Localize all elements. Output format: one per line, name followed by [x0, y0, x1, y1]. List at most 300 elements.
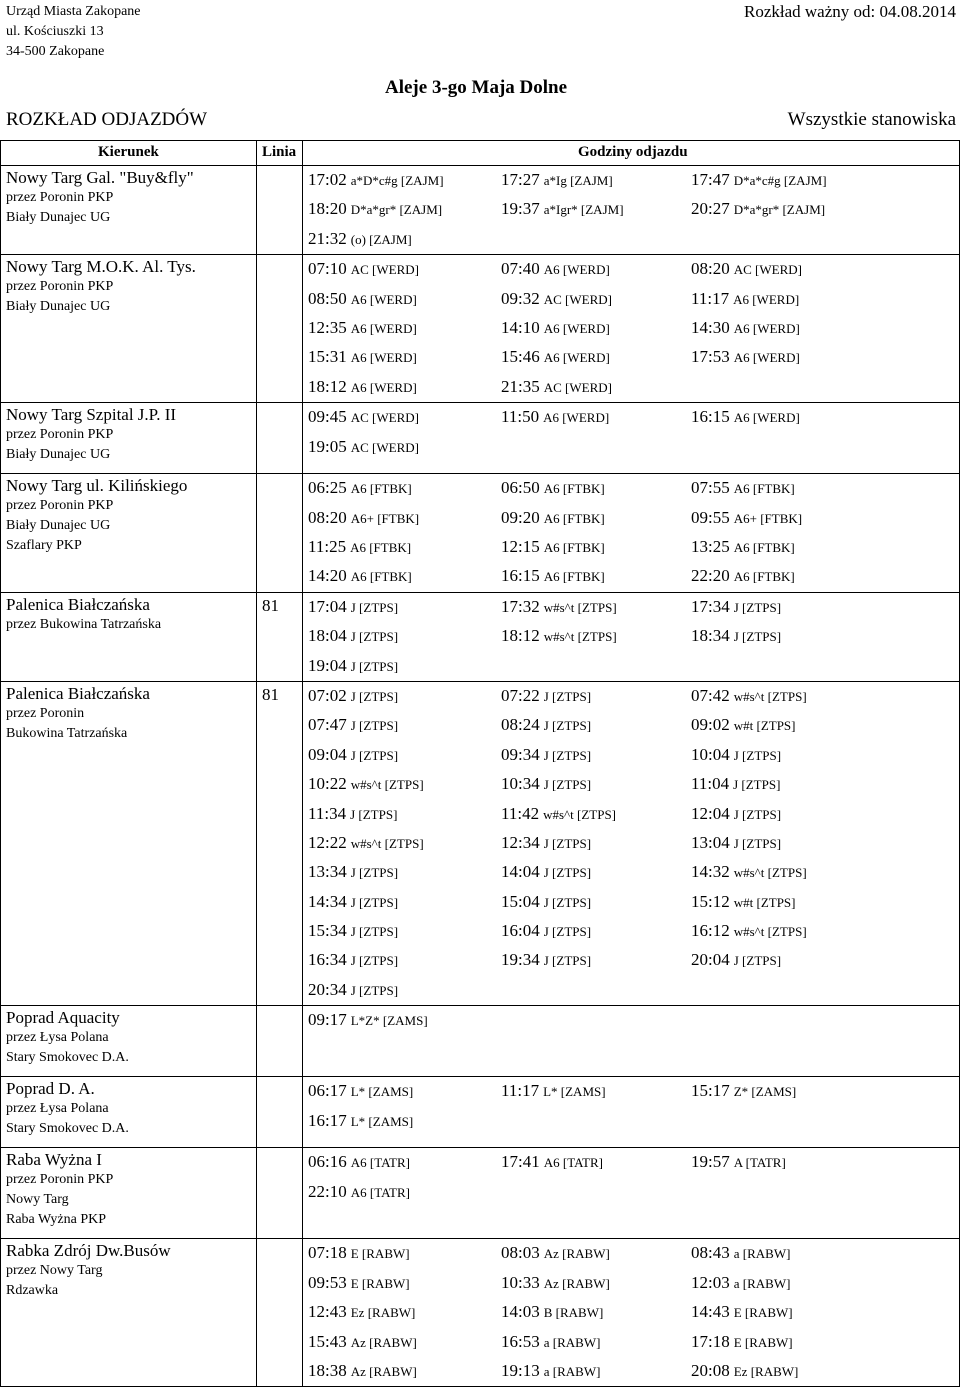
departure-code: AC [WERD] [350, 439, 419, 455]
route-row [0, 474, 960, 593]
departure-code: Az [RABW] [350, 1334, 417, 1350]
via-stop: Biały Dunajec UG [6, 299, 111, 315]
departure-entry [691, 259, 802, 279]
departure-time: 07:40 [501, 259, 540, 279]
departure-row [308, 1077, 958, 1106]
departure-entry [691, 921, 807, 941]
valid-from: Rozkład ważny od: 04.08.2014 [744, 2, 956, 21]
departure-code: A6 [FTBK] [543, 481, 605, 497]
departure-entry [691, 508, 802, 528]
via-stop: Bukowina Tatrzańska [6, 725, 128, 741]
departure-entry [691, 1152, 786, 1172]
via-stop: przez Łysa Polana [6, 1101, 109, 1117]
line-number: 81 [262, 595, 279, 615]
via-stop: przez Poronin PKP [6, 279, 114, 295]
departure-time: 11:25 [308, 536, 347, 556]
departure-entry [691, 950, 781, 970]
departure-times [308, 1239, 958, 1386]
departure-entry [691, 289, 799, 309]
departure-code: J [ZTPS] [350, 747, 399, 763]
departure-row [308, 741, 958, 770]
departure-row [308, 474, 958, 503]
departure-entry [308, 318, 417, 338]
departure-times [308, 255, 958, 402]
departure-code: J [ZTPS] [350, 894, 399, 910]
departure-code: A6 [FTBK] [350, 539, 412, 555]
departure-times [308, 166, 958, 254]
departure-entry [308, 259, 419, 279]
departure-row [308, 976, 958, 1005]
departure-time: 18:38 [308, 1360, 347, 1380]
departure-time: 16:17 [308, 1110, 347, 1130]
departure-time: 13:04 [691, 832, 730, 852]
departure-entry [308, 774, 424, 794]
departure-code: A6 [WERD] [543, 320, 610, 336]
departure-entry [308, 1081, 413, 1101]
departure-entry [308, 537, 411, 557]
departure-code: J [ZTPS] [733, 953, 782, 969]
route-row [0, 1077, 960, 1148]
column-header-line: Linia [262, 144, 297, 160]
departure-entry [308, 745, 398, 765]
departure-time: 19:13 [501, 1360, 540, 1380]
departure-time: 17:18 [691, 1331, 730, 1351]
departure-time: 15:34 [308, 921, 347, 941]
departure-time: 13:34 [308, 862, 347, 882]
departure-time: 10:33 [501, 1272, 540, 1292]
departure-code: A [TATR] [733, 1155, 786, 1171]
departure-entry [308, 170, 444, 190]
departure-entry [308, 1111, 413, 1131]
departure-row [308, 829, 958, 858]
departure-row [308, 1178, 958, 1207]
departure-entry [308, 289, 417, 309]
route-row [0, 682, 960, 1006]
departure-entry [691, 833, 781, 853]
departure-time: 16:04 [501, 921, 540, 941]
departure-entry [308, 1243, 410, 1263]
departure-code: A6 [WERD] [350, 379, 417, 395]
departure-entry [501, 1361, 600, 1381]
departure-time: 14:32 [691, 862, 730, 882]
departure-time: 09:04 [308, 744, 347, 764]
departure-time: 19:34 [501, 950, 540, 970]
departure-entry [501, 597, 617, 617]
via-stop: przez Poronin [6, 705, 85, 721]
destination-name: Palenica Białczańska [6, 594, 150, 614]
departure-time: 17:32 [501, 596, 540, 616]
departure-code: A6 [WERD] [733, 320, 800, 336]
departure-code: J [ZTPS] [350, 688, 399, 704]
departure-row [308, 195, 958, 224]
departure-entry [691, 170, 827, 190]
departure-entry [501, 804, 616, 824]
destination-name: Nowy Targ M.O.K. Al. Tys. [6, 257, 196, 277]
departure-row [308, 285, 958, 314]
departure-code: A6 [WERD] [543, 410, 610, 426]
departure-code: J [ZTPS] [543, 688, 592, 704]
departure-code: w#s^t [ZTPS] [350, 835, 424, 851]
via-stop: przez Poronin PKP [6, 427, 114, 443]
departure-code: J [ZTPS] [350, 982, 399, 998]
departure-entry [501, 715, 591, 735]
departure-entry [308, 229, 412, 249]
departure-code: L*Z* [ZAMS] [350, 1013, 428, 1029]
departure-time: 11:42 [501, 803, 540, 823]
stop-name: Aleje 3-go Maja Dolne [385, 77, 568, 98]
table-header-row [0, 140, 960, 166]
departure-time: 17:27 [501, 170, 540, 189]
departure-code: D*a*gr* [ZAJM] [350, 202, 443, 218]
departure-time: 08:20 [691, 259, 730, 279]
departure-entry [308, 715, 398, 735]
departure-code: J [ZTPS] [543, 718, 592, 734]
route-destination-block [6, 684, 256, 744]
departure-code: A6+ [FTBK] [733, 510, 803, 526]
departure-time: 09:17 [308, 1010, 347, 1030]
departure-code: J [ZTPS] [350, 718, 399, 734]
departure-time: 15:46 [501, 347, 540, 367]
departure-time: 18:20 [308, 199, 347, 219]
departure-entry [501, 1243, 610, 1263]
departure-row [308, 1328, 958, 1357]
timetable-header [0, 0, 960, 140]
route-destination-block [6, 1241, 256, 1301]
departure-entry [308, 508, 419, 528]
departure-entry [691, 318, 800, 338]
via-stop: Biały Dunajec UG [6, 210, 111, 225]
departure-entry [501, 347, 610, 367]
departure-time: 07:18 [308, 1243, 347, 1263]
departure-time: 06:16 [308, 1152, 347, 1172]
departure-time: 09:45 [308, 407, 347, 427]
departure-code: Az [RABW] [543, 1246, 610, 1262]
departure-entry [691, 537, 795, 557]
departure-entry [308, 833, 424, 853]
departure-code: AC [WERD] [733, 262, 802, 278]
departure-code: A6 [WERD] [350, 291, 417, 307]
departure-entry [308, 377, 417, 397]
destination-name: Poprad Aquacity [6, 1008, 120, 1028]
departure-code: J [ZTPS] [350, 629, 399, 645]
departure-entry [308, 1273, 410, 1293]
departure-time: 12:15 [501, 536, 540, 556]
departure-code: AC [WERD] [350, 262, 419, 278]
departure-time: 15:04 [501, 891, 540, 911]
departure-code: a*Ig [ZAJM] [543, 173, 613, 188]
departure-code: Z* [ZAMS] [733, 1084, 797, 1100]
departure-code: w#s^t [ZTPS] [350, 777, 424, 793]
via-stop: Nowy Targ [6, 1192, 69, 1208]
departure-entry [308, 1010, 428, 1030]
departure-code: a [RABW] [733, 1246, 791, 1262]
departure-entry [691, 407, 800, 427]
departure-entry [691, 1332, 793, 1352]
departure-time: 08:43 [691, 1243, 730, 1263]
departure-entry [501, 774, 591, 794]
departure-time: 06:25 [308, 478, 347, 498]
departure-time: 09:02 [691, 715, 730, 735]
departure-row [308, 314, 958, 343]
departure-entry [308, 1361, 417, 1381]
departure-row [308, 1269, 958, 1298]
departure-times [308, 1077, 958, 1136]
departure-row [308, 711, 958, 740]
departure-row [308, 593, 958, 622]
departure-time: 06:17 [308, 1081, 347, 1101]
departure-row [308, 1298, 958, 1327]
departure-code: J [ZTPS] [350, 599, 399, 615]
departure-row [308, 800, 958, 829]
departure-time: 19:04 [308, 655, 347, 675]
departure-entry [308, 1302, 415, 1322]
table-divider-direction [256, 140, 257, 1387]
departure-code: L* [ZAMS] [350, 1084, 414, 1100]
departure-time: 15:43 [308, 1331, 347, 1351]
departure-time: 09:53 [308, 1272, 347, 1292]
stands-label: Wszystkie stanowiska [787, 109, 956, 130]
departure-code: J [ZTPS] [543, 777, 592, 793]
via-stop: Szaflary PKP [6, 538, 82, 554]
via-stop: przez Poronin PKP [6, 190, 114, 205]
departure-time: 10:34 [501, 774, 540, 794]
departure-entry [691, 774, 780, 794]
column-header-direction: Kierunek [98, 144, 159, 160]
departure-times [308, 593, 958, 681]
departure-time: 07:47 [308, 715, 347, 735]
departure-row [308, 858, 958, 887]
departure-code: A6 [WERD] [350, 320, 417, 336]
departure-time: 22:10 [308, 1181, 347, 1201]
departure-time: 17:41 [501, 1152, 540, 1172]
departure-time: 19:05 [308, 436, 347, 456]
departure-entry [691, 1081, 796, 1101]
departure-row [308, 403, 958, 432]
departure-entry [501, 1081, 606, 1101]
route-destination-block [6, 1150, 256, 1230]
departure-entry [501, 508, 605, 528]
departure-time: 12:03 [691, 1272, 730, 1292]
departure-time: 14:04 [501, 862, 540, 882]
departure-code: Ez [RABW] [733, 1363, 799, 1379]
departure-time: 09:20 [501, 507, 540, 527]
departure-time: 11:17 [501, 1081, 540, 1101]
departure-code: A6 [WERD] [543, 262, 610, 278]
route-destination-block [6, 476, 256, 556]
departure-code: J [ZTPS] [543, 924, 592, 940]
departure-code: a*Igr* [ZAJM] [543, 202, 624, 218]
departure-row [308, 1107, 958, 1136]
departure-entry [691, 199, 825, 219]
destination-name: Nowy Targ Gal. "Buy&fly" [6, 168, 194, 187]
departure-code: w#s^t [ZTPS] [543, 629, 617, 645]
via-stop: Stary Smokovec D.A. [6, 1121, 129, 1137]
departure-code: A6 [WERD] [543, 350, 610, 366]
departure-code: A6 [FTBK] [733, 481, 795, 497]
departure-entry [501, 1273, 610, 1293]
departure-entry [308, 437, 419, 457]
departure-row [308, 433, 958, 462]
departure-row [308, 652, 958, 681]
departure-entry [308, 626, 398, 646]
departure-code: w#s^t [ZTPS] [543, 599, 617, 615]
via-stop: Biały Dunajec UG [6, 518, 111, 534]
departure-entry [308, 1152, 410, 1172]
departure-code: w#s^t [ZTPS] [733, 688, 807, 704]
departure-time: 12:35 [308, 317, 347, 337]
route-row [0, 403, 960, 474]
column-header-departures: Godziny odjazdu [578, 144, 688, 160]
departure-time: 14:20 [308, 566, 347, 586]
departure-entry [501, 170, 613, 190]
departure-time: 15:17 [691, 1081, 730, 1101]
route-row [0, 593, 960, 682]
departure-entry [501, 1152, 603, 1172]
departure-code: J [ZTPS] [350, 806, 398, 822]
via-stop: przez Poronin PKP [6, 498, 114, 514]
departure-code: a [RABW] [733, 1275, 791, 1291]
route-destination-block [6, 405, 256, 465]
departure-time: 12:04 [691, 803, 730, 823]
departure-time: 10:22 [308, 774, 347, 794]
via-stop: przez Poronin PKP [6, 1172, 114, 1188]
departure-row [308, 1148, 958, 1177]
departure-code: a [RABW] [543, 1363, 601, 1379]
destination-name: Nowy Targ Szpital J.P. II [6, 405, 177, 425]
departure-entry [691, 597, 781, 617]
departure-code: J [ZTPS] [733, 806, 782, 822]
departure-code: a*D*c#g [ZAJM] [350, 173, 444, 188]
departure-entry [501, 377, 612, 397]
departure-code: L* [ZAMS] [543, 1084, 606, 1100]
route-row [0, 1006, 960, 1077]
via-stop: Raba Wyżna PKP [6, 1212, 106, 1228]
departure-entry [691, 804, 781, 824]
departure-code: A6 [TATR] [350, 1184, 410, 1200]
office-name: Urząd Miasta Zakopane [6, 4, 141, 19]
via-stop: Biały Dunajec UG [6, 447, 111, 463]
departure-row [308, 225, 958, 254]
departure-entry [691, 892, 795, 912]
departure-time: 12:22 [308, 832, 347, 852]
departure-code: AC [WERD] [350, 410, 419, 426]
departures-table [0, 140, 960, 1387]
line-number: 81 [262, 684, 279, 704]
departure-time: 21:35 [501, 376, 540, 396]
departure-entry [691, 1243, 790, 1263]
departure-code: E [RABW] [733, 1334, 793, 1350]
departure-row [308, 917, 958, 946]
departure-code: A6+ [FTBK] [350, 510, 420, 526]
departure-entry [691, 626, 781, 646]
departure-entry [691, 686, 807, 706]
departure-entry [308, 686, 398, 706]
departure-time: 15:12 [691, 891, 730, 911]
departure-entry [308, 347, 417, 367]
departure-code: D*a*gr* [ZAJM] [733, 202, 826, 218]
departure-time: 07:02 [308, 685, 347, 705]
departure-row [308, 166, 958, 195]
departure-code: J [ZTPS] [543, 835, 592, 851]
departure-code: A6 [WERD] [350, 350, 417, 366]
departure-entry [501, 259, 610, 279]
departure-entry [501, 745, 591, 765]
departure-code: J [ZTPS] [350, 658, 399, 674]
departure-code: J [ZTPS] [543, 747, 592, 763]
departure-time: 18:12 [501, 626, 540, 646]
departure-entry [308, 980, 398, 1000]
office-city: 34-500 Zakopane [6, 44, 105, 59]
departure-times [308, 403, 958, 462]
departure-time: 18:12 [308, 376, 347, 396]
departure-time: 15:31 [308, 347, 347, 367]
departure-time: 08:20 [308, 507, 347, 527]
departure-entry [308, 597, 398, 617]
departure-time: 08:03 [501, 1243, 540, 1263]
departure-time: 21:32 [308, 228, 347, 248]
departure-time: 16:15 [691, 407, 730, 427]
departure-entry [501, 892, 591, 912]
departure-entry [308, 892, 398, 912]
departure-entry [501, 566, 605, 586]
departure-code: AC [WERD] [543, 379, 612, 395]
departure-entry [308, 1182, 410, 1202]
departure-code: B [RABW] [543, 1305, 604, 1321]
departure-time: 18:34 [691, 626, 730, 646]
departure-entry [308, 478, 412, 498]
departure-row [308, 1006, 958, 1035]
departure-code: A6 [WERD] [733, 350, 800, 366]
via-stop: przez Nowy Targ [6, 1263, 103, 1279]
departure-entry [691, 745, 781, 765]
departure-time: 17:02 [308, 170, 347, 189]
route-row [0, 1148, 960, 1239]
departure-code: w#s^t [ZTPS] [733, 865, 807, 881]
departure-time: 20:08 [691, 1360, 730, 1380]
departure-time: 07:22 [501, 685, 540, 705]
departure-times [308, 1148, 958, 1207]
departure-entry [308, 804, 397, 824]
departure-entry [308, 656, 398, 676]
departure-time: 11:04 [691, 774, 730, 794]
departure-time: 09:34 [501, 744, 540, 764]
departure-times [308, 474, 958, 592]
departure-time: 08:50 [308, 288, 347, 308]
departure-row [308, 533, 958, 562]
departure-time: 16:34 [308, 950, 347, 970]
office-street: ul. Kościuszki 13 [6, 24, 104, 39]
departure-time: 16:12 [691, 921, 730, 941]
route-destination-block [6, 168, 256, 228]
departure-entry [308, 950, 398, 970]
departure-entry [501, 833, 591, 853]
departure-time: 07:55 [691, 478, 730, 498]
departure-code: J [ZTPS] [733, 747, 782, 763]
departure-code: J [ZTPS] [350, 953, 399, 969]
departure-code: A6 [FTBK] [543, 539, 605, 555]
departure-row [308, 770, 958, 799]
departure-code: w#t [ZTPS] [733, 718, 796, 734]
route-row [0, 1239, 960, 1387]
departure-time: 17:04 [308, 596, 347, 616]
departure-code: a [RABW] [543, 1334, 601, 1350]
departure-time: 06:50 [501, 478, 540, 498]
departure-row [308, 343, 958, 372]
via-stop: przez Bukowina Tatrzańska [6, 616, 162, 632]
departure-entry [501, 318, 610, 338]
departure-time: 12:34 [501, 832, 540, 852]
departure-entry [501, 921, 591, 941]
